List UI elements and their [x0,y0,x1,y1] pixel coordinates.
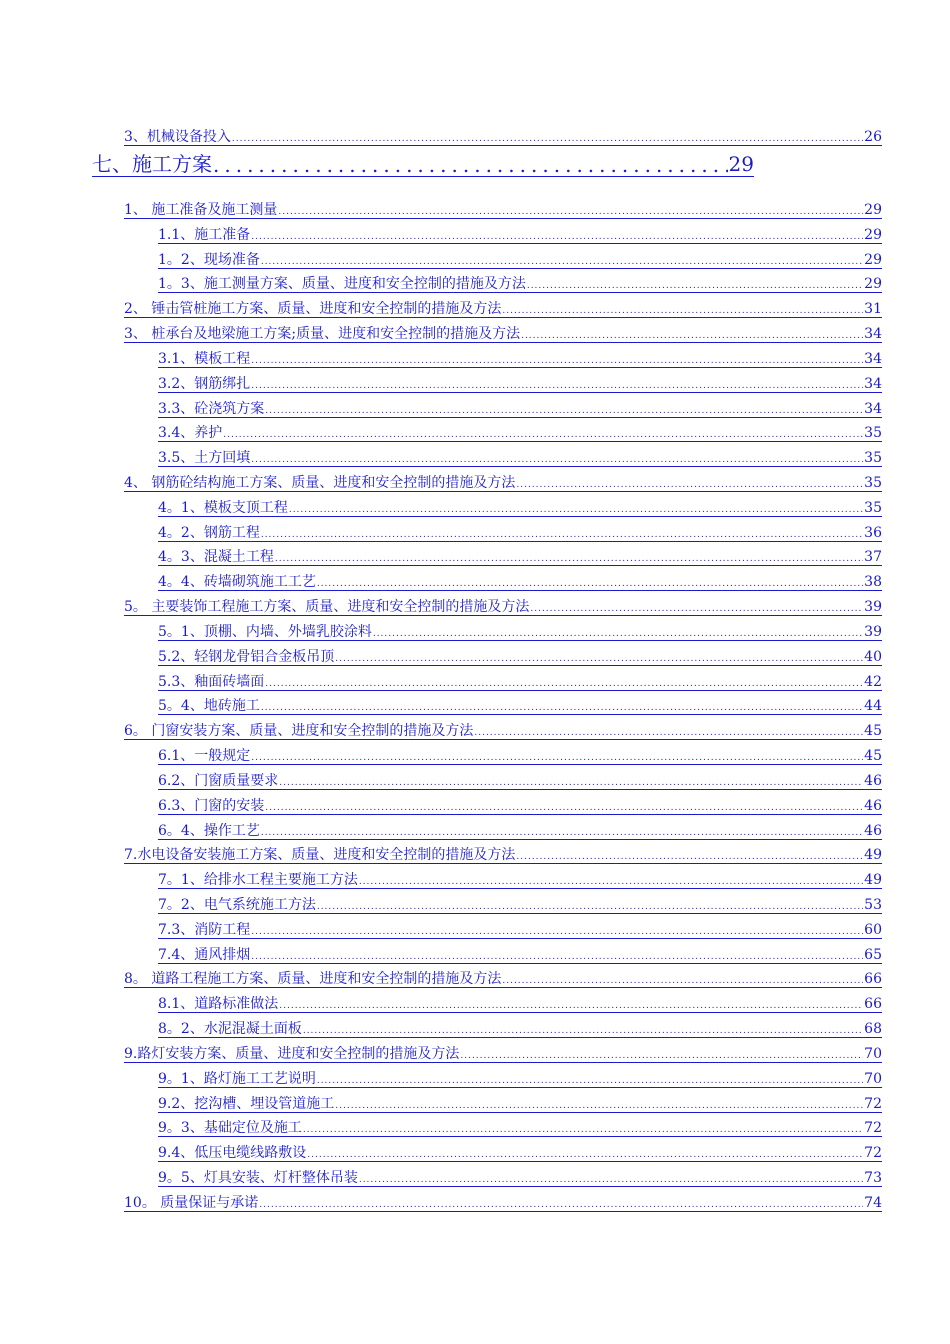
toc-subsection-entry[interactable] [158,921,882,939]
toc-entry-label: 6.1、一般规定 [158,748,251,764]
toc-subsection-entry[interactable] [158,747,882,765]
toc-subsection-entry[interactable] [158,449,882,467]
toc-entry-page: 35 [864,425,882,441]
toc-subsection-entry[interactable] [158,226,882,244]
toc-entry-page: 36 [864,525,882,541]
toc-leader-dots [317,578,863,590]
toc-entry-page: 46 [864,823,882,839]
toc-subsection-entry[interactable] [158,797,882,815]
toc-subsection-entry[interactable] [158,1144,882,1162]
toc-entry-page: 29 [864,202,882,218]
toc-entry-label: 8。2、水泥混凝土面板 [158,1021,302,1037]
toc-leader-dots [251,231,863,243]
toc-entry-label: 10。 质量保证与承诺 [124,1195,259,1211]
toc-subsection-entry[interactable] [158,251,882,269]
toc-entry-label: 5。1、顶棚、内墙、外墙乳胶涂料 [158,624,372,640]
toc-section-entry[interactable] [124,300,882,318]
toc-section-entry[interactable] [124,598,882,616]
toc-entry-page: 68 [864,1021,882,1037]
toc-entry-label: 4、 钢筋砼结构施工方案、质量、进度和安全控制的措施及方法 [124,475,516,491]
toc-entry-page: 37 [864,549,882,565]
toc-entry-page: 66 [864,996,882,1012]
toc-leader-dots [359,1174,863,1186]
toc-entry-page: 35 [864,500,882,516]
toc-leader-dots [275,553,863,565]
toc-leader-dots [335,653,863,665]
toc-entry-label: 1。3、施工测量方案、质量、进度和安全控制的措施及方法 [158,276,526,292]
toc-leader-dots [251,926,863,938]
toc-entry-label: 8.1、道路标准做法 [158,996,279,1012]
toc-entry-label: 4。2、钢筋工程 [158,525,260,541]
toc-subsection-entry[interactable] [158,623,882,641]
toc-leader-dots [251,380,863,392]
toc-entry-label: 3.3、砼浇筑方案 [158,401,265,417]
toc-entry-page: 72 [864,1145,882,1161]
toc-entry-page: 35 [864,475,882,491]
toc-subsection-entry[interactable] [158,424,882,442]
toc-entry-label: 3、机械设备投入 [124,129,231,145]
toc-leader-dots [265,678,863,690]
toc-entry-page: 34 [864,326,882,342]
toc-entry-page: 53 [864,897,882,913]
toc-subsection-entry[interactable] [158,772,882,790]
toc-entry-label: 1、 施工准备及施工测量 [124,202,278,218]
toc-leader-dots [317,1075,863,1087]
toc-subsection-entry[interactable] [158,946,882,964]
toc-entry-page: 40 [864,649,882,665]
toc-chapter-heading[interactable] [92,150,754,177]
toc-entry-page: 72 [864,1120,882,1136]
toc-leader-dots [502,305,863,317]
toc-subsection-entry[interactable] [158,697,882,715]
toc-entry-label: 1。2、现场准备 [158,252,260,268]
toc-chapter-page: 29 [728,152,754,176]
toc-section-entry[interactable] [124,1045,882,1063]
toc-subsection-entry[interactable] [158,648,882,666]
toc-subsection-entry[interactable] [158,375,882,393]
toc-leader-dots [261,529,863,541]
toc-entry-page: 49 [864,872,882,888]
toc-entry-label: 4。4、砖墙砌筑施工工艺 [158,574,316,590]
toc-subsection-entry[interactable] [158,524,882,542]
toc-entry-page: 70 [864,1071,882,1087]
toc-entry-label: 9.路灯安装方案、质量、进度和安全控制的措施及方法 [124,1046,460,1062]
toc-entry-label: 5。4、地砖施工 [158,698,260,714]
toc-leader-dots [251,951,863,963]
toc-leader-dots [359,876,863,888]
toc-entry-page: 70 [864,1046,882,1062]
toc-leader-dots [259,1199,863,1211]
toc-entry-page: 46 [864,773,882,789]
toc-entry-label: 6.3、门窗的安装 [158,798,265,814]
toc-leader-dots [261,702,863,714]
toc-entry-label: 2、 锤击管桩施工方案、质量、进度和安全控制的措施及方法 [124,301,502,317]
toc-entry-label: 6。 门窗安装方案、质量、进度和安全控制的措施及方法 [124,723,474,739]
toc-entry-page: 39 [864,624,882,640]
toc-leader-dots [474,727,863,739]
toc-entry-page: 46 [864,798,882,814]
toc-entry-page: 39 [864,599,882,615]
toc-leader-dots [335,1100,863,1112]
toc-entry-label: 5.3、釉面砖墙面 [158,674,265,690]
toc-leader-dots [521,330,863,342]
toc-leader-dots [223,429,863,441]
toc-entry-page: 34 [864,351,882,367]
toc-leader-dots [289,504,863,516]
toc-entry[interactable] [124,128,882,146]
toc-chapter-label: 七、施工方案 [92,152,212,176]
toc-entry-page: 26 [864,129,882,145]
toc-entry-label: 5.2、轻钢龙骨铝合金板吊顶 [158,649,335,665]
toc-leader-dots [303,1025,863,1037]
toc-subsection-entry[interactable] [158,1020,882,1038]
toc-entry-label: 9。1、路灯施工工艺说明 [158,1071,316,1087]
toc-section-entry[interactable] [124,846,882,864]
toc-section-entry[interactable] [124,970,882,988]
toc-entry-page: 38 [864,574,882,590]
toc-entry-label: 7.3、消防工程 [158,922,251,938]
toc-leader-dots [251,454,863,466]
toc-entry-label: 5。 主要装饰工程施工方案、质量、进度和安全控制的措施及方法 [124,599,530,615]
toc-subsection-entry[interactable] [158,995,882,1013]
toc-entry-page: 60 [864,922,882,938]
toc-subsection-entry[interactable] [158,822,882,840]
toc-entry-page: 45 [864,723,882,739]
toc-section-entry[interactable] [124,474,882,492]
toc-entry-page: 65 [864,947,882,963]
toc-leader-dots [232,133,863,145]
toc-leader-dots [213,154,728,176]
toc-entry-label: 4。1、模板支顶工程 [158,500,288,516]
toc-entry-page: 29 [864,227,882,243]
toc-entry-label: 1.1、施工准备 [158,227,251,243]
toc-leader-dots [502,975,863,987]
toc-subsection-entry[interactable] [158,548,882,566]
toc-subsection-entry[interactable] [158,1169,882,1187]
toc-entry-page: 35 [864,450,882,466]
toc-entry-label: 3.5、土方回填 [158,450,251,466]
toc-entry-label: 6。4、操作工艺 [158,823,260,839]
toc-entry-page: 74 [864,1195,882,1211]
toc-leader-dots [530,603,863,615]
toc-leader-dots [278,206,863,218]
toc-entry-page: 31 [864,301,882,317]
toc-leader-dots [279,777,863,789]
toc-section-entry[interactable] [124,201,882,219]
toc-entry-page: 29 [864,252,882,268]
toc-entry-label: 3、 桩承台及地梁施工方案;质量、进度和安全控制的措施及方法 [124,326,521,342]
toc-entry-page: 42 [864,674,882,690]
toc-entry-label: 4。3、混凝土工程 [158,549,274,565]
toc-subsection-entry[interactable] [158,350,882,368]
toc-leader-dots [307,1149,863,1161]
toc-entry-label: 7.水电设备安装施工方案、质量、进度和安全控制的措施及方法 [124,847,516,863]
toc-subsection-entry[interactable] [158,673,882,691]
toc-leader-dots [261,256,863,268]
toc-entry-label: 6.2、门窗质量要求 [158,773,279,789]
toc-entry-label: 3.1、模板工程 [158,351,251,367]
toc-entry-label: 9。5、灯具安装、灯杆整体吊装 [158,1170,358,1186]
toc-entry-label: 8。 道路工程施工方案、质量、进度和安全控制的措施及方法 [124,971,502,987]
toc-leader-dots [251,752,863,764]
toc-entry-label: 3.2、钢筋绑扎 [158,376,251,392]
toc-leader-dots [265,405,863,417]
toc-entry-label: 7.4、通风排烟 [158,947,251,963]
toc-leader-dots [373,628,863,640]
toc-entry-page: 66 [864,971,882,987]
toc-entry-page: 73 [864,1170,882,1186]
toc-entry-label: 9.2、挖沟槽、埋设管道施工 [158,1096,335,1112]
toc-entry-page: 29 [864,276,882,292]
toc-subsection-entry[interactable] [158,1095,882,1113]
toc-entry-label: 7。1、给排水工程主要施工方法 [158,872,358,888]
toc-leader-dots [265,802,863,814]
toc-subsection-entry[interactable] [158,871,882,889]
toc-entry-label: 9.4、低压电缆线路敷设 [158,1145,307,1161]
toc-subsection-entry[interactable] [158,1070,882,1088]
toc-entry-page: 44 [864,698,882,714]
toc-subsection-entry[interactable] [158,573,882,591]
toc-leader-dots [279,1000,863,1012]
toc-subsection-entry[interactable] [158,896,882,914]
toc-leader-dots [251,355,863,367]
toc-entry-page: 45 [864,748,882,764]
toc-entry-page: 34 [864,376,882,392]
toc-subsection-entry[interactable] [158,275,882,293]
toc-section-entry[interactable] [124,722,882,740]
toc-subsection-entry[interactable] [158,499,882,517]
toc-entry-label: 9。3、基础定位及施工 [158,1120,302,1136]
toc-leader-dots [460,1050,863,1062]
toc-leader-dots [317,901,863,913]
toc-leader-dots [261,827,863,839]
toc-subsection-entry[interactable] [158,1119,882,1137]
toc-leader-dots [516,479,863,491]
toc-subsection-entry[interactable] [158,400,882,418]
toc-entry-page: 49 [864,847,882,863]
toc-section-entry[interactable] [124,325,882,343]
toc-entry-page: 72 [864,1096,882,1112]
toc-entry-page: 34 [864,401,882,417]
toc-entry-label: 7。2、电气系统施工方法 [158,897,316,913]
toc-leader-dots [303,1124,863,1136]
toc-leader-dots [516,851,863,863]
toc-section-entry[interactable] [124,1194,882,1212]
toc-leader-dots [527,280,863,292]
toc-entry-label: 3.4、养护 [158,425,223,441]
